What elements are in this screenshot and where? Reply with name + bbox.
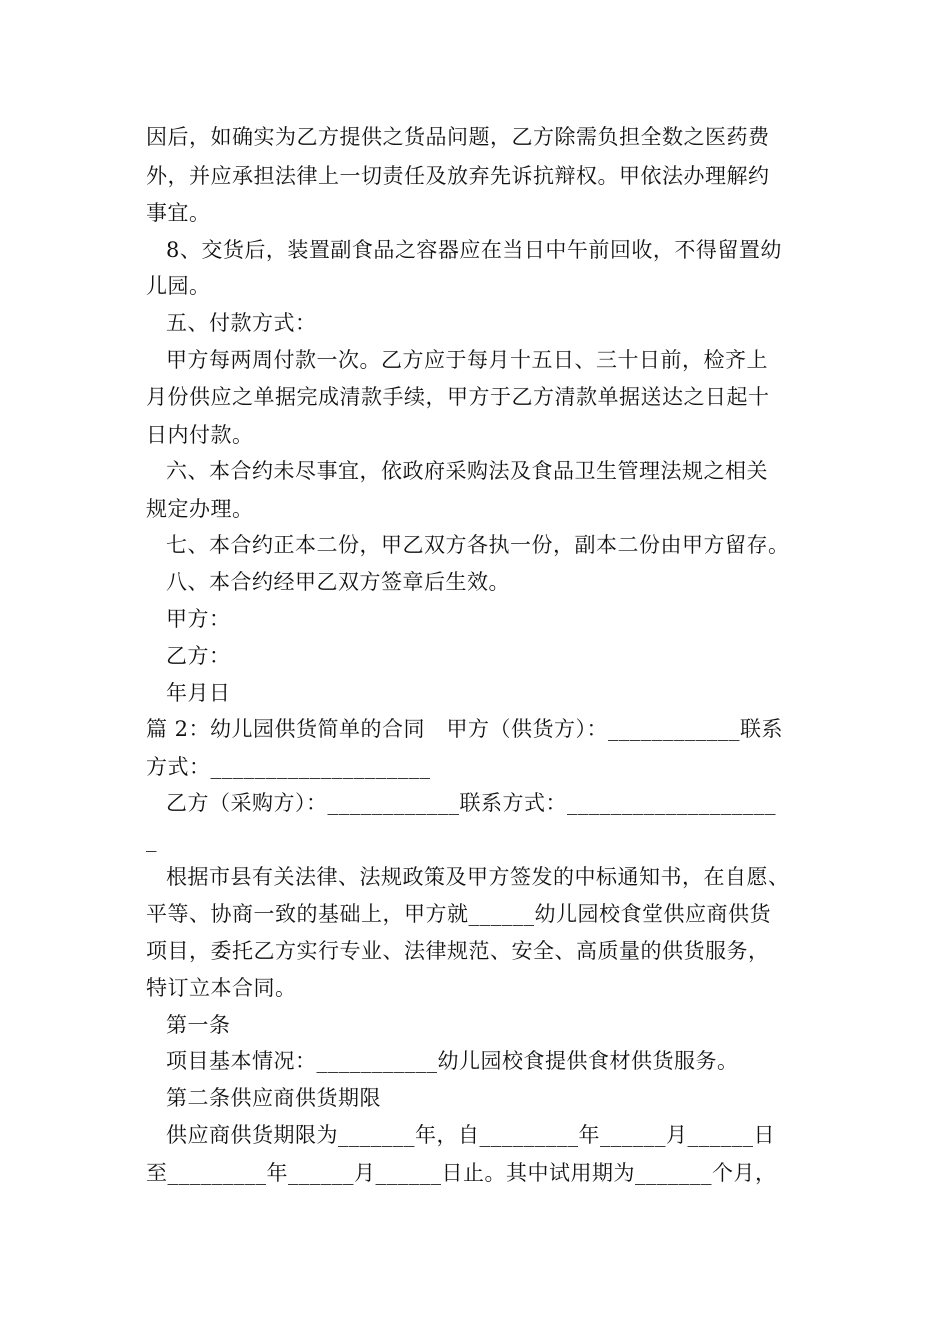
line-text: 供应商供货期限为_______年，自_________年______月______日 [166,1123,775,1147]
text-line [166,1122,836,1148]
text-line [166,347,836,373]
text-line [146,200,816,226]
article-title-line [146,716,816,742]
line-text: 第一条 [166,1013,231,1037]
line-text: 七、本合约正本二份，甲乙双方各执一份，副本二份由甲方留存。 [166,533,790,557]
line-text: 因后，如确实为乙方提供之货品问题，乙方除需负担全数之医药费 [146,125,770,149]
text-line [146,938,816,964]
line-text: 五、付款方式： [166,311,317,335]
article-heading [166,1012,836,1038]
line-text: 8、交货后，装置副食品之容器应在当日中午前回收，不得留置幼 [166,238,782,262]
text-line [166,532,836,558]
text-line [146,827,816,853]
line-text: 事宜。 [146,201,211,225]
text-line [166,569,836,595]
text-line [146,496,816,522]
line-text: 乙方（采购方）：____________联系方式：___________________ [166,791,776,815]
line-text: 至_________年______月______日止。其中试用期为_______个月， [146,1161,777,1185]
text-line [146,124,816,150]
line-text: 方式：____________________ [146,755,431,779]
line-text: 甲方： [166,607,231,631]
signature-date [166,680,836,706]
line-text: 年月日 [166,681,231,705]
text-line [166,458,836,484]
line-text: 第二条供应商供货期限 [166,1086,381,1110]
line-text: 平等、协商一致的基础上，甲方就______幼儿园校食堂供应商供货 [146,902,771,926]
line-text: 规定办理。 [146,497,254,521]
text-line [146,422,816,448]
line-text: 篇 2：幼儿园供货简单的合同 甲方（供货方）：____________联系 [146,717,784,741]
text-line [166,1048,836,1074]
line-text: 项目基本情况：___________幼儿园校食提供食材供货服务。 [166,1049,739,1073]
text-line [146,273,816,299]
text-line [166,237,836,263]
signature-party-a [166,606,836,632]
line-text: 八、本合约经甲乙双方签章后生效。 [166,570,510,594]
line-text: 项目，委托乙方实行专业、法律规范、安全、高质量的供货服务， [146,939,770,963]
text-line [146,1160,816,1186]
line-text: 特订立本合同。 [146,976,297,1000]
line-text: 儿园。 [146,274,211,298]
line-text: 甲方每两周付款一次。乙方应于每月十五日、三十日前，检齐上 [166,348,768,372]
text-line [146,754,816,780]
article-heading [166,1085,836,1111]
line-text: 乙方： [166,644,231,668]
line-text: 外，并应承担法律上一切责任及放弃先诉抗辩权。甲依法办理解约 [146,164,770,188]
text-line [146,901,816,927]
line-text: 日内付款。 [146,423,254,447]
text-line [146,163,816,189]
line-text: 根据市县有关法律、法规政策及甲方签发的中标通知书，在自愿、 [166,865,790,889]
text-line [166,790,836,816]
text-line [146,975,816,1001]
line-text: 六、本合约未尽事宜，依政府采购法及食品卫生管理法规之相关 [166,459,768,483]
text-line [166,864,836,890]
text-line [146,384,816,410]
section-heading [166,310,836,336]
signature-party-b [166,643,836,669]
line-text: 月份供应之单据完成清款手续，甲方于乙方清款单据送达之日起十 [146,385,770,409]
line-text: _ [146,828,157,852]
